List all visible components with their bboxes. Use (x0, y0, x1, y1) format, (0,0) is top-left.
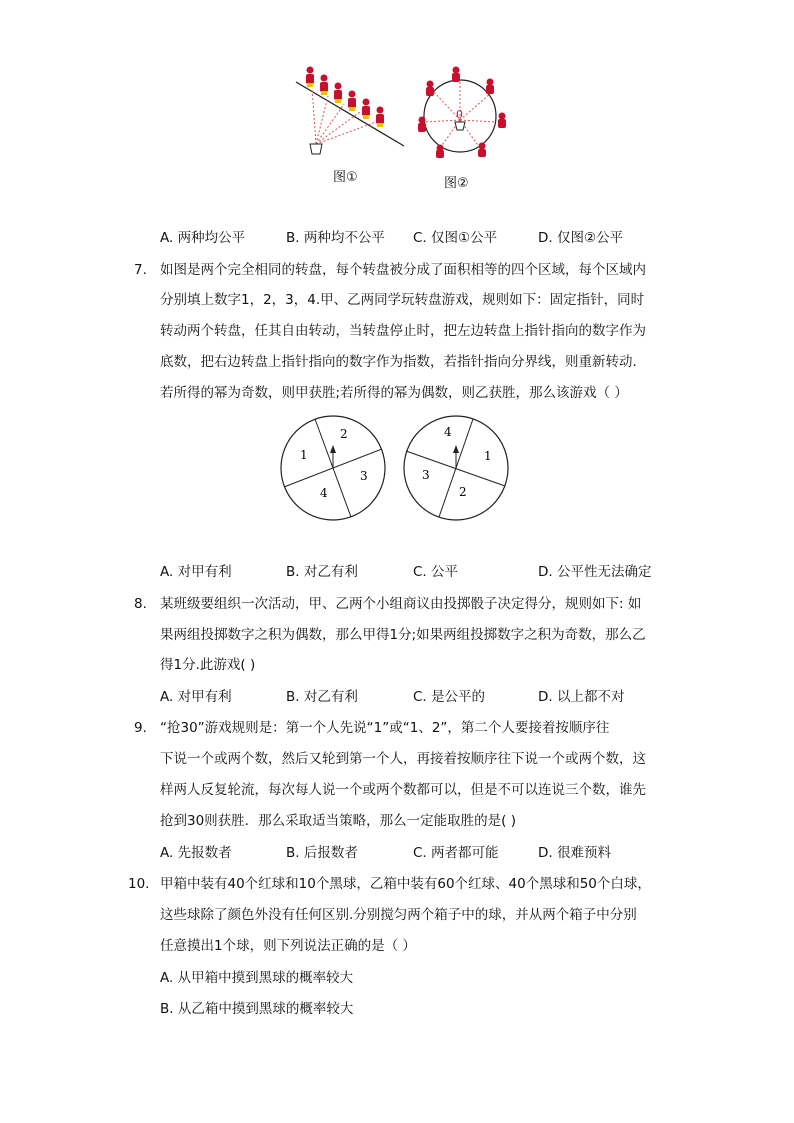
q8-option-c: C. 是公平的 (413, 689, 486, 705)
q7-line-1: 如图是两个完全相同的转盘，每个转盘被分成了面积相等的四个区域，每个区域内 (160, 262, 646, 278)
q7-line-2: 分别填上数字1，2，3，4.甲、乙两同学玩转盘游戏，规则如下：固定指针，同时 (160, 292, 645, 308)
q8-option-b: B. 对乙有利 (286, 689, 358, 705)
figure-caption-1: 图① (333, 170, 358, 185)
q10-option-b: B. 从乙箱中摸到黑球的概率较大 (160, 1001, 354, 1017)
q7-option-d: D. 公平性无法确定 (538, 564, 652, 580)
q9-number: 9. (134, 720, 147, 736)
q9-option-a: A. 先报数者 (160, 845, 232, 861)
q7-option-c: C. 公平 (413, 564, 459, 580)
q10-line-3: 任意摸出1个球，则下列说法正确的是（ ） (160, 938, 416, 954)
q8-option-a: A. 对甲有利 (160, 689, 232, 705)
spinner-figure (276, 414, 516, 526)
spinner-left-4: 4 (320, 486, 328, 500)
q7-option-b: B. 对乙有利 (286, 564, 358, 580)
q6-option-c: C. 仅图①公平 (413, 230, 498, 246)
q9-line-3: 样两人反复轮流，每次每人说一个或两个数都可以，但是不可以连说三个数，谁先 (160, 782, 646, 798)
q7-line-4: 底数，把右边转盘上指针指向的数字作为指数，若指针指向分界线，则重新转动. (160, 354, 637, 370)
q9-option-c: C. 两者都可能 (413, 845, 499, 861)
q8-number: 8. (134, 596, 147, 612)
q8-line-3: 得1分.此游戏( ) (160, 657, 256, 673)
spinner-right-2: 2 (459, 485, 467, 499)
q9-line-1: “抢30”游戏规则是：第一个人先说“1”或“1、2”，第二个人要接着按顺序往 (160, 720, 610, 736)
spinner-right-1: 1 (484, 449, 492, 463)
q6-option-d: D. 仅图②公平 (538, 230, 624, 246)
spinner-left-2: 2 (340, 427, 348, 441)
q7-line-3: 转动两个转盘，任其自由转动，当转盘停止时，把左边转盘上指针指向的数字作为 (160, 323, 646, 339)
q9-line-4: 抢到30则获胜．那么采取适当策略，那么一定能取胜的是( ) (160, 813, 517, 829)
q6-option-b: B. 两种均不公平 (286, 230, 385, 246)
q7-line-5: 若所得的幂为奇数，则甲获胜;若所得的幂为偶数，则乙获胜，那么该游戏（ ） (160, 385, 628, 401)
q9-option-d: D. 很难预料 (538, 845, 611, 861)
figure-caption-2: 图② (444, 176, 469, 191)
q10-number: 10. (128, 876, 150, 892)
spinner-left (281, 416, 385, 520)
q10-option-a: A. 从甲箱中摸到黑球的概率较大 (160, 970, 354, 986)
q6-option-a: A. 两种均公平 (160, 230, 246, 246)
spinner-left-1: 1 (300, 448, 308, 462)
spinner-right-4: 4 (444, 425, 452, 439)
spinner-right-3: 3 (422, 468, 430, 482)
q8-option-d: D. 以上都不对 (538, 689, 625, 705)
q9-line-2: 下说一个或两个数，然后又轮到第一个人，再接着按顺序往下说一个或两个数，这 (160, 751, 646, 767)
q8-line-2: 果两组投掷数字之积为偶数，那么甲得1分;如果两组投掷数字之积为奇数，那么乙 (160, 627, 646, 643)
game-figure-1 (290, 60, 520, 160)
spinner-left-3: 3 (360, 469, 368, 483)
q9-option-b: B. 后报数者 (286, 845, 358, 861)
q10-line-1: 甲箱中装有40个红球和10个黑球，乙箱中装有60个红球、40个黑球和50个白球， (160, 876, 651, 892)
spinner-right (404, 416, 508, 520)
q10-line-2: 这些球除了颜色外没有任何区别.分别搅匀两个箱子中的球，并从两个箱子中分别 (160, 907, 637, 923)
q7-option-a: A. 对甲有利 (160, 564, 232, 580)
q7-number: 7. (134, 262, 147, 278)
q8-line-1: 某班级要组织一次活动，甲、乙两个小组商议由投掷骰子决定得分，规则如下: 如 (160, 596, 642, 612)
circle-center-label: 0 (456, 108, 463, 121)
